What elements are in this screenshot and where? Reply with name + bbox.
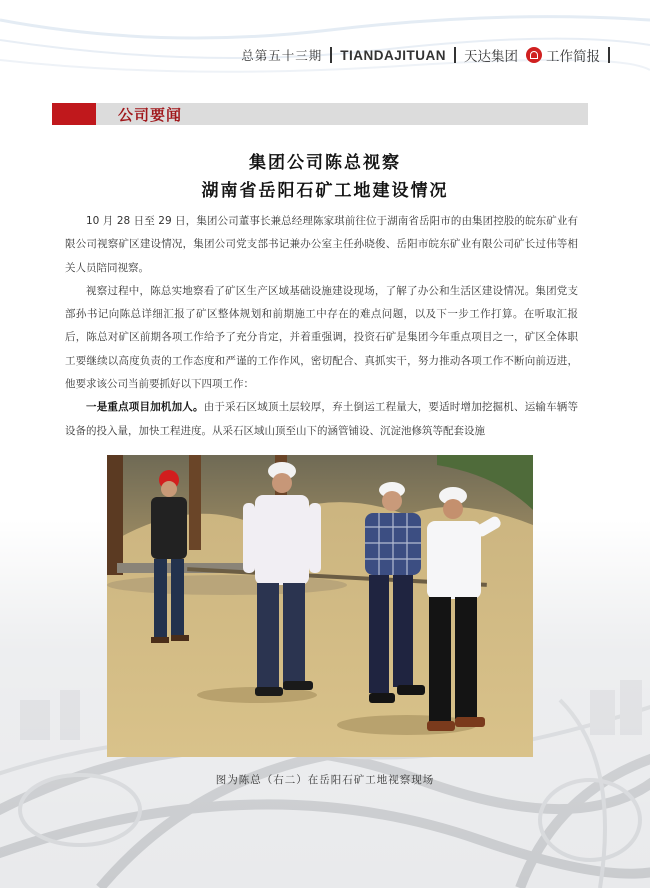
section-title: 公司要闻 [118, 106, 183, 124]
photo-caption: 图为陈总（右二）在岳阳石矿工地视察现场 [215, 774, 435, 786]
brand-chinese-name: 天达集团 [464, 49, 518, 65]
article-body [65, 210, 578, 443]
article-paragraph [65, 396, 578, 443]
company-logo-icon [526, 47, 542, 63]
page-header [241, 44, 610, 66]
header-wave-decoration [0, 0, 650, 80]
brand-english-name: TIANDAJITUAN [340, 47, 446, 63]
newsletter-name: 工作简报 [546, 49, 600, 65]
article-paragraph: 视察过程中，陈总实地察看了矿区生产区域基础设施建设现场，了解了办公和生活区建设情况。集团党支部孙书记向陈总详细汇报了矿区整体规划和前期施工中存在的难点问题，以及下一步工作打算。在听取汇报后，陈总对矿区前期各项工作给予了充分肯定，并着重强调，投资石矿是集团今年重点项目之一，矿区全体职工要继续以高度负责的工作态度和严谨的工作作风，密切配合、真抓实干，努力推动各项工作不断向前迈进，他要求该公司当前要抓好以下四项工作： [65, 284, 578, 391]
issue-number: 总第五十三期 [241, 48, 323, 63]
section-header-bar [52, 103, 588, 125]
paragraph-text: 由于采石区域顶土层较厚，弃土倒运工程量大，要适时增加挖掘机、运输车辆等设备的投入量，加快工程进度。从采石区域山顶至山下的涵管铺设、沉淀池修筑等配套设施 [65, 401, 579, 437]
header-divider [330, 47, 332, 63]
article-title-line1: 集团公司陈总视察 [249, 153, 401, 173]
header-divider [454, 47, 456, 63]
site-visit-photo [107, 455, 533, 757]
header-divider [608, 47, 610, 63]
article-title-line2: 湖南省岳阳石矿工地建设情况 [201, 181, 449, 201]
section-accent-block [52, 103, 96, 125]
paragraph-lead: 一是重点项目加机加人。 [86, 401, 204, 414]
article-paragraph: 10 月 28 日至 29 日，集团公司董事长兼总经理陈家琪前往位于湖南省岳阳市的由集团控股的皖东矿业有限公司视察矿区建设情况，集团公司党支部书记兼办公室主任孙晓俊、岳阳市皖东矿业有限公司矿长过伟等相关人员陪同视察。 [65, 215, 578, 274]
